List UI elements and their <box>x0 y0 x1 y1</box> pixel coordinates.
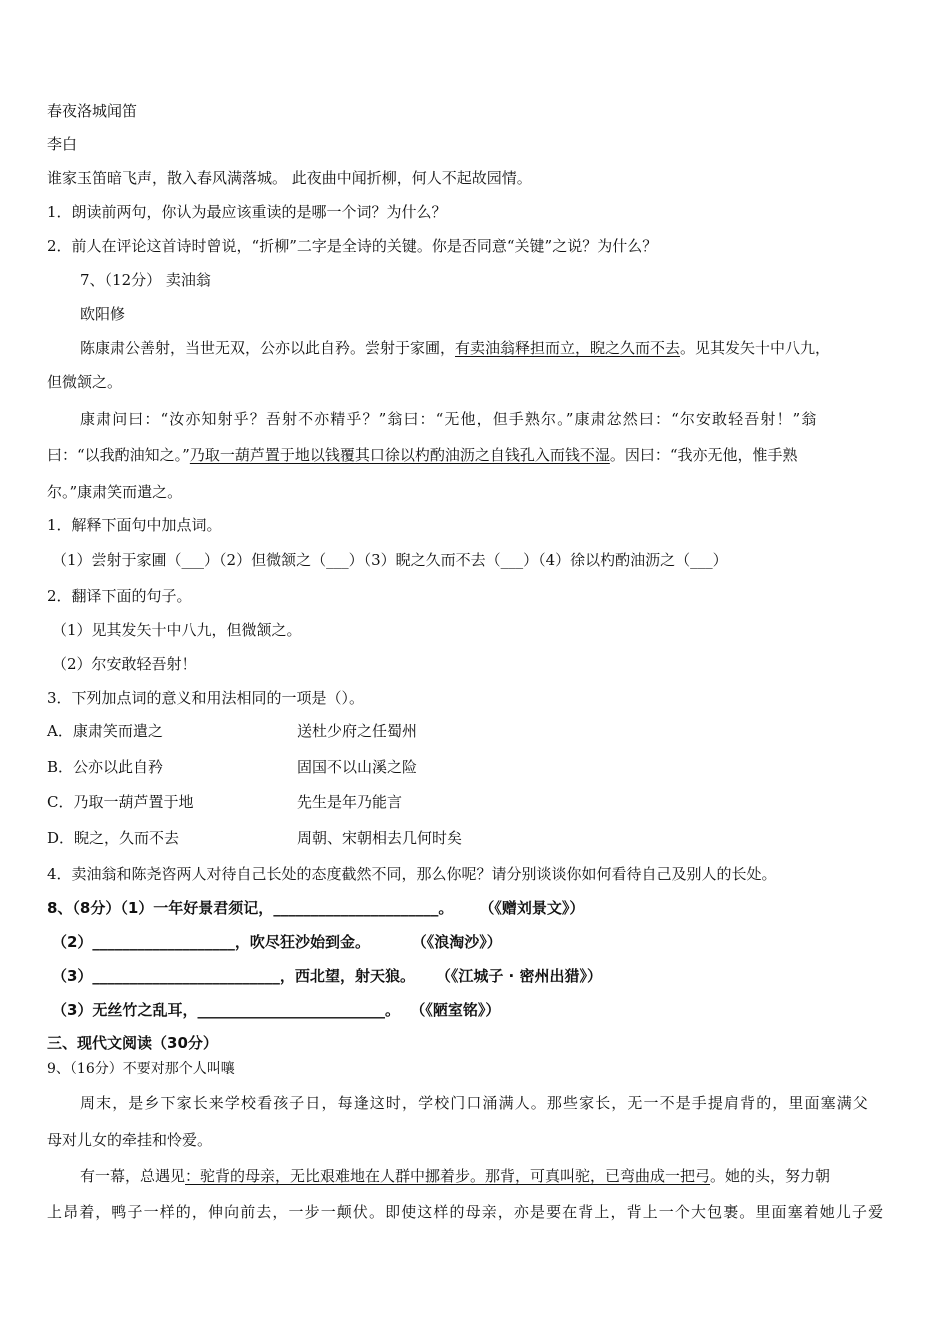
poem-question-1: 1．朗读前两句，你认为最应该重读的是哪一个词？为什么？ <box>47 203 447 221</box>
q7-passage-line: 但微颔之。 <box>47 373 123 391</box>
poem-text: 谁家玉笛暗飞声，散入春风满落城。 此夜曲中闻折柳，何人不起故园情。 <box>47 169 532 187</box>
option-left: A．康肃笑而遣之 <box>47 722 163 740</box>
q7-subquestion-2: 2．翻译下面的句子。 <box>47 587 192 605</box>
passage-text: 。见其发矢十中八九， <box>680 339 831 357</box>
option-row <box>47 828 910 848</box>
poem-question-2: 2．前人在评论这首诗时曾说，“折柳”二字是全诗的关键。你是否同意“关键”之说？为什么？ <box>47 237 658 255</box>
passage-text: 。因曰：“我亦无他，惟手熟 <box>609 446 798 464</box>
underlined-sentence: 有卖油翁释担而立，睨之久而不去 <box>455 339 681 357</box>
option-right: 先生是年乃能言 <box>297 793 403 811</box>
q7-passage-line <box>47 445 910 465</box>
q8-line-4: （3）无丝竹之乱耳，_________________________。 （《陋室铭》） <box>52 1001 501 1019</box>
option-row <box>47 792 910 812</box>
option-left: B．公亦以此自矜 <box>47 758 164 776</box>
q7-passage-line: 尔。”康肃笑而遣之。 <box>47 483 183 501</box>
poem-title: 春夜洛城闻笛 <box>47 102 138 120</box>
q7-header: 7、（12分） 卖油翁 <box>80 271 211 289</box>
q7-subquestion-1-items: （1）尝射于家圃（___）（2）但微颔之（___）（3）睨之久而不去（___）（4）徐以杓酌油沥之（___） <box>52 551 728 569</box>
q7-subquestion-4: 4．卖油翁和陈尧咨两人对待自己长处的态度截然不同，那么你呢？请分别谈谈你如何看待自己及别人的长处。 <box>47 865 777 883</box>
passage-text: 。她的头，努力朝 <box>710 1167 831 1185</box>
q9-passage-line <box>80 1166 910 1186</box>
passage-text: 有一幕，总遇见 <box>80 1167 186 1185</box>
underlined-sentence: 乃取一葫芦置于地以钱覆其口徐以杓酌油沥之自钱孔入而钱不湿 <box>189 446 610 464</box>
q9-header: 9、（16分）不要对那个人叫嚷 <box>47 1061 235 1077</box>
q7-subquestion-2-item-1: （1）见其发矢十中八九，但微颔之。 <box>52 621 302 639</box>
q7-subquestion-3: 3．下列加点词的意义和用法相同的一项是（）。 <box>47 689 365 707</box>
q8-line-3: （3）_________________________，西北望，射天狼。 （《江城子 · 密州出猎》） <box>52 967 602 985</box>
q9-passage-line: 上昂着，鸭子一样的，伸向前去，一步一颠伏。即使这样的母亲，亦是要在背上，背上一个大包裹。里面塞着她儿子爱 <box>47 1203 885 1221</box>
section-3-title: 三、现代文阅读（30分） <box>47 1034 218 1052</box>
q7-subquestion-2-item-2: （2）尔安敢轻吾射！ <box>52 655 197 673</box>
option-right: 固国不以山溪之险 <box>297 758 418 776</box>
option-right: 送杜少府之任蜀州 <box>297 722 418 740</box>
option-row <box>47 721 910 741</box>
option-right: 周朝、宋朝相去几何时矣 <box>297 829 463 847</box>
q9-passage-line: 周末，是乡下家长来学校看孩子日，每逢这时，学校门口涌满人。那些家长，无一不是手提肩背的，里面塞满父 <box>80 1094 869 1112</box>
q8-line-2: （2）___________________，吹尽狂沙始到金。 （《浪淘沙》） <box>52 933 502 951</box>
option-row <box>47 757 910 777</box>
underlined-sentence: ：驼背的母亲，无比艰难地在人群中挪着步。那背，可真叫驼，已弯曲成一把弓 <box>185 1167 711 1185</box>
option-left: C．乃取一葫芦置于地 <box>47 793 194 811</box>
q7-author: 欧阳修 <box>80 305 126 323</box>
q7-passage-line: 康肃问曰：“汝亦知射乎？吾射不亦精乎？”翁曰：“无他，但手熟尔。”康肃忿然曰：“尔安敢轻吾射！”翁 <box>80 410 818 428</box>
passage-text: 曰：“以我酌油知之。” <box>47 446 190 464</box>
q7-passage-line <box>80 338 910 358</box>
poem-author: 李白 <box>47 135 78 153</box>
q8-line-1: 8、（8分）（1）一年好景君须记，______________________。 （《赠刘景文》） <box>47 899 585 917</box>
option-left: D．睨之，久而不去 <box>47 829 180 847</box>
q7-subquestion-1: 1．解释下面句中加点词。 <box>47 516 222 534</box>
q9-passage-line: 母对儿女的牵挂和怜爱。 <box>47 1131 213 1149</box>
passage-text: 陈康肃公善射，当世无双，公亦以此自矜。尝射于家圃， <box>80 339 456 357</box>
